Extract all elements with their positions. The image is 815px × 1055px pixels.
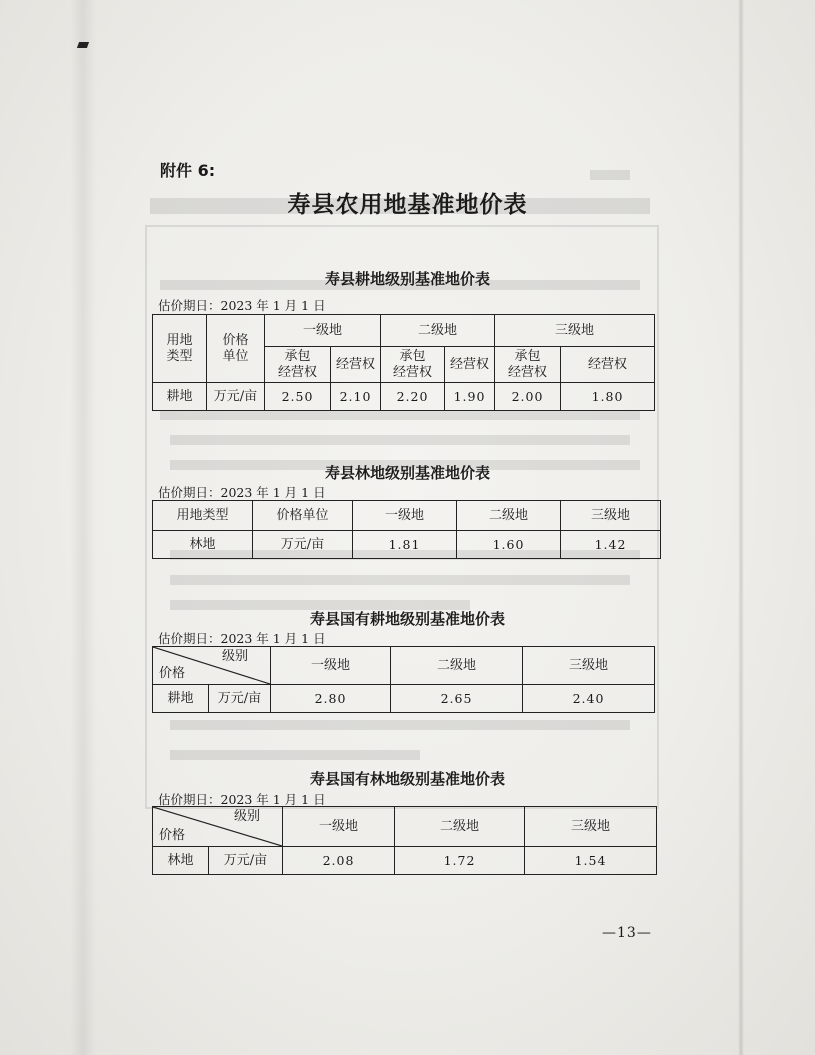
table3-date: 估价期日：2023 年 1 月 1 日 [158, 631, 326, 646]
header-operating-right: 经营权 [445, 347, 495, 383]
value-cell: 1.42 [561, 531, 661, 559]
header-grade-1: 一级地 [271, 647, 391, 685]
header-operating-right: 经营权 [331, 347, 381, 383]
row-land-type: 林地 [153, 531, 253, 559]
table1-date: 估价期日：2023 年 1 月 1 日 [158, 298, 326, 313]
header-contract-right: 承包 经营权 [265, 347, 331, 383]
table-row [153, 685, 655, 713]
page-title: 寿县农用地基准地价表 [287, 192, 528, 218]
header-grade-2: 二级地 [457, 501, 561, 531]
attachment-label: 附件 6: [160, 161, 216, 180]
value-cell: 2.50 [265, 383, 331, 411]
value-cell: 1.72 [395, 847, 525, 875]
header-land-type: 用地类型 [153, 501, 253, 531]
row-price-unit: 万元/亩 [253, 531, 353, 559]
header-grade-3: 三级地 [495, 315, 655, 347]
header-price-label: 价格 [159, 666, 186, 682]
value-cell: 2.40 [523, 685, 655, 713]
row-land-type: 耕地 [153, 383, 207, 411]
header-grade-label: 级别 [221, 649, 248, 664]
header-grade-1: 一级地 [283, 807, 395, 847]
row-price-unit: 万元/亩 [207, 383, 265, 411]
header-price-unit: 价格 单位 [207, 315, 265, 383]
table1-cultivated-land [152, 314, 655, 411]
page-edge-shadow [738, 0, 744, 1055]
value-cell: 1.54 [525, 847, 657, 875]
table2-title: 寿县林地级别基准地价表 [324, 464, 490, 482]
value-cell: 2.80 [271, 685, 391, 713]
page-number: —13— [602, 925, 652, 941]
header-grade-2: 二级地 [391, 647, 523, 685]
table-row [153, 383, 655, 411]
table4-state-forest-land [152, 806, 657, 875]
value-cell: 1.90 [445, 383, 495, 411]
row-price-unit: 万元/亩 [209, 685, 271, 713]
header-grade-3: 三级地 [523, 647, 655, 685]
row-price-unit: 万元/亩 [209, 847, 283, 875]
header-grade-1: 一级地 [265, 315, 381, 347]
value-cell: 2.08 [283, 847, 395, 875]
header-grade-1: 一级地 [353, 501, 457, 531]
value-cell: 1.60 [457, 531, 561, 559]
value-cell: 2.65 [391, 685, 523, 713]
table2-date: 估价期日：2023 年 1 月 1 日 [158, 485, 326, 500]
header-contract-right: 承包 经营权 [381, 347, 445, 383]
header-grade-3: 三级地 [525, 807, 657, 847]
header-grade-3: 三级地 [561, 501, 661, 531]
table1-title: 寿县耕地级别基准地价表 [324, 270, 490, 288]
header-grade-label: 级别 [233, 809, 260, 824]
header-price-unit: 价格单位 [253, 501, 353, 531]
value-cell: 2.20 [381, 383, 445, 411]
value-cell: 1.81 [353, 531, 457, 559]
table3-title: 寿县国有耕地级别基准地价表 [309, 610, 505, 628]
table-row [153, 847, 657, 875]
header-operating-right: 经营权 [561, 347, 655, 383]
table4-title: 寿县国有林地级别基准地价表 [309, 770, 505, 788]
header-grade-2: 二级地 [381, 315, 495, 347]
header-contract-right: 承包 经营权 [495, 347, 561, 383]
header-land-type: 用地 类型 [153, 315, 207, 383]
diagonal-header-cell [153, 647, 271, 685]
value-cell: 1.80 [561, 383, 655, 411]
diagonal-header-cell [153, 807, 283, 847]
binding-shadow [70, 0, 96, 1055]
row-land-type: 林地 [153, 847, 209, 875]
header-price-label: 价格 [159, 828, 186, 844]
header-grade-2: 二级地 [395, 807, 525, 847]
table3-state-cultivated-land [152, 646, 655, 713]
table-row [153, 531, 661, 559]
value-cell: 2.10 [331, 383, 381, 411]
table4-date: 估价期日：2023 年 1 月 1 日 [158, 792, 326, 807]
value-cell: 2.00 [495, 383, 561, 411]
table2-forest-land [152, 500, 661, 559]
row-land-type: 耕地 [153, 685, 209, 713]
